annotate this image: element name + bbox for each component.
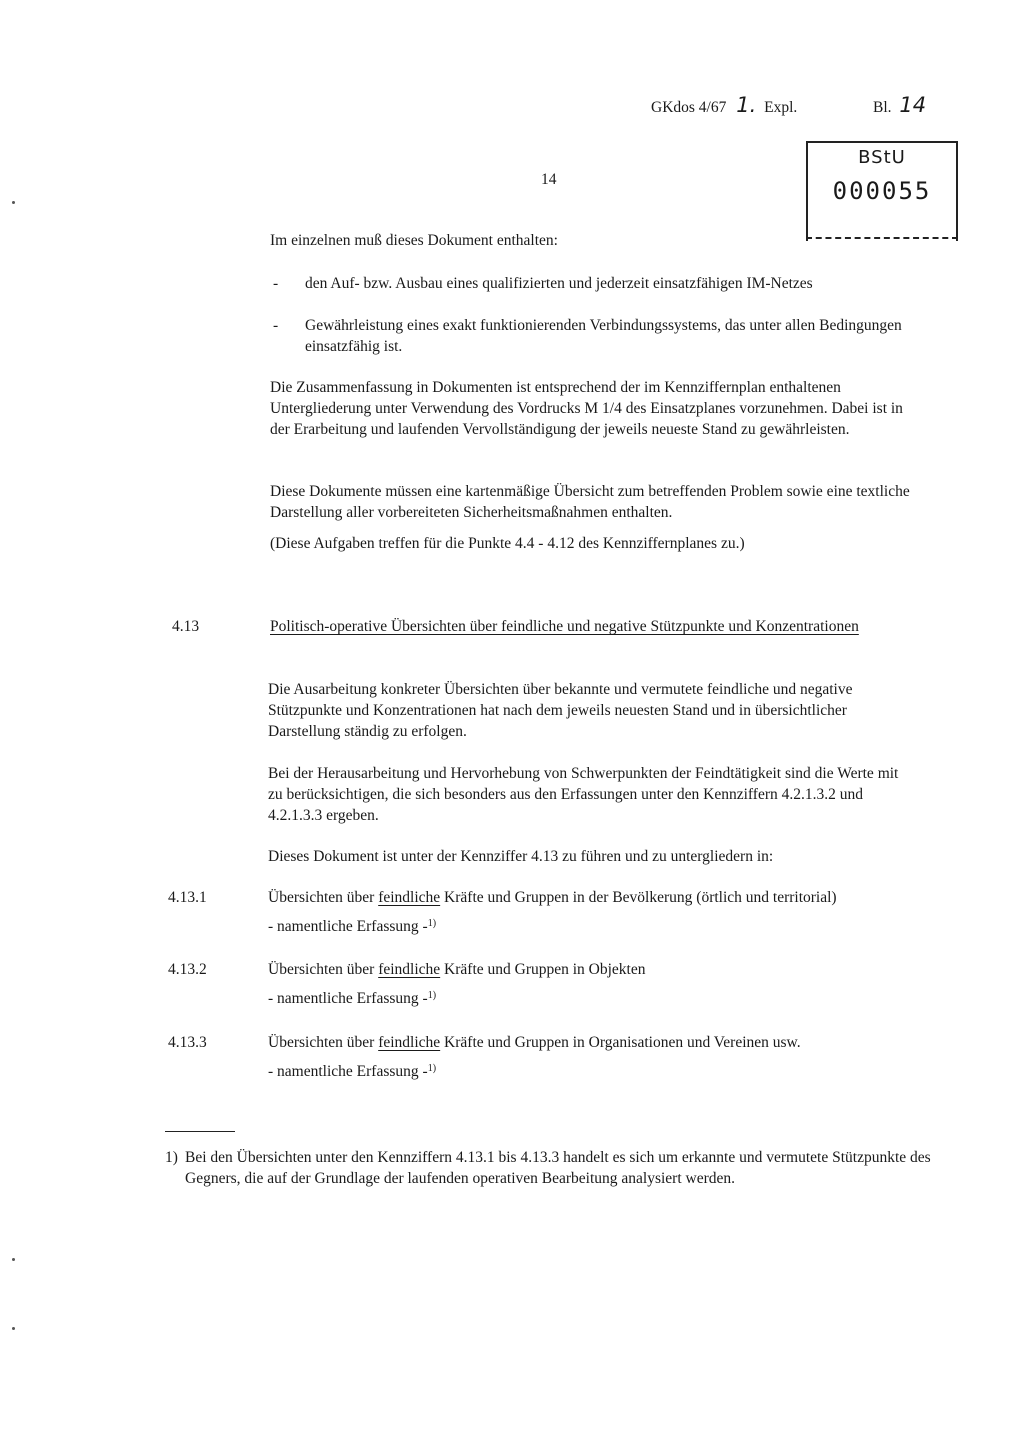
section-paragraph: Bei der Herausarbeitung und Hervorhebung von Schwerpunkten der Feindtätigkeit sind die Werte mit zu berücksichtigen, die sich besonders aus den Erfassungen unter den Kennziffern 4.2.1.3.2 und 4.2.1.3.3 ergeben.	[268, 765, 899, 824]
doc-ref: GKdos 4/67	[651, 99, 727, 116]
document-reference	[651, 95, 797, 118]
subitem-note: - namentliche Erfassung -$^{1)}$	[268, 990, 437, 1007]
paragraph: Die Zusammenfassung in Dokumenten ist entsprechend der im Kennziffernplan enthaltenen Untergliederung unter Verwendung des Vordrucks M 1/4 des Einsatzplanes vorzunehmen. Dabei ist in der Erarbeitung und laufenden Vervollständigung der jeweils neueste Stand zu gewährleisten.	[270, 379, 903, 438]
sheet-number-handwritten: 14	[899, 93, 927, 117]
footnote-ref: 1)	[427, 990, 437, 1001]
subitem-note: - namentliche Erfassung -$^{1)}$	[268, 1063, 437, 1080]
scan-speck	[12, 1258, 15, 1261]
section-paragraph: Die Ausarbeitung konkreter Übersichten über bekannte und vermutete feindliche und negative Stützpunkte und Konzentrationen hat nach dem jeweils neuesten Stand und in übersichtlicher Darstellung ständig zu erfolgen.	[268, 681, 853, 740]
page-number: 14	[541, 171, 557, 188]
subitem-number: 4.13.3	[168, 1034, 207, 1051]
footnote-text: Bei den Übersichten unter den Kennziffern 4.13.1 bis 4.13.3 handelt es sich um erkannte und vermutete Stützpunkte des Gegners, die auf der Grundlage der laufenden operativen Bearbeitung analysiert werden.	[185, 1149, 931, 1187]
stamp-bottom-dashes	[806, 237, 958, 239]
footnote-ref: 1)	[427, 1063, 437, 1074]
emphasis-underlined: feindliche	[378, 961, 441, 978]
copy-number-handwritten: 1.	[736, 93, 757, 117]
intro-line: Im einzelnen muß dieses Dokument enthalten:	[270, 232, 558, 249]
scan-speck	[12, 1327, 15, 1330]
archive-stamp	[806, 141, 958, 241]
footnote-ref: 1)	[427, 918, 437, 929]
emphasis-underlined: feindliche	[378, 1034, 441, 1051]
bullet-item: den Auf- bzw. Ausbau eines qualifizierten und jederzeit einsatzfähigen IM-Netzes	[305, 275, 813, 292]
section-number: 4.13	[172, 618, 200, 635]
subitem-note: - namentliche Erfassung -$^{1)}$	[268, 918, 437, 935]
copy-label: Expl.	[764, 99, 798, 116]
subitem-title: Übersichten über feindliche Kräfte und Gruppen in der Bevölkerung (örtlich und territorial)	[268, 889, 837, 906]
section-title: Politisch-operative Übersichten über feindliche und negative Stützpunkte und Konzentrationen	[270, 618, 859, 635]
subitem-number: 4.13.2	[168, 961, 207, 978]
bullet-item: Gewährleistung eines exakt funktionierenden Verbindungssystems, das unter allen Bedingungen einsatzfähig ist.	[305, 317, 902, 355]
scan-speck	[12, 201, 15, 204]
stamp-number: 000055	[832, 177, 932, 205]
sheet-label: Bl.	[873, 99, 892, 116]
footnote-separator	[165, 1131, 235, 1132]
bullet-dash: -	[273, 275, 279, 292]
sheet-reference	[873, 95, 926, 118]
bullet-dash: -	[273, 317, 279, 334]
subitem-title: Übersichten über feindliche Kräfte und Gruppen in Organisationen und Vereinen usw.	[268, 1034, 801, 1051]
emphasis-underlined: feindliche	[378, 889, 441, 906]
paragraph: (Diese Aufgaben treffen für die Punkte 4.4 - 4.12 des Kennziffernplanes zu.)	[270, 535, 745, 552]
footnote-marker: 1)	[165, 1149, 178, 1166]
section-paragraph: Dieses Dokument ist unter der Kennziffer 4.13 zu führen und zu untergliedern in:	[268, 848, 774, 865]
subitem-number: 4.13.1	[168, 889, 207, 906]
stamp-label: BStU	[858, 147, 906, 168]
paragraph: Diese Dokumente müssen eine kartenmäßige Übersicht zum betreffenden Problem sowie eine textliche Darstellung aller vorbereiteten Sicherheitsmaßnahmen enthalten.	[270, 483, 910, 521]
subitem-title: Übersichten über feindliche Kräfte und Gruppen in Objekten	[268, 961, 646, 978]
